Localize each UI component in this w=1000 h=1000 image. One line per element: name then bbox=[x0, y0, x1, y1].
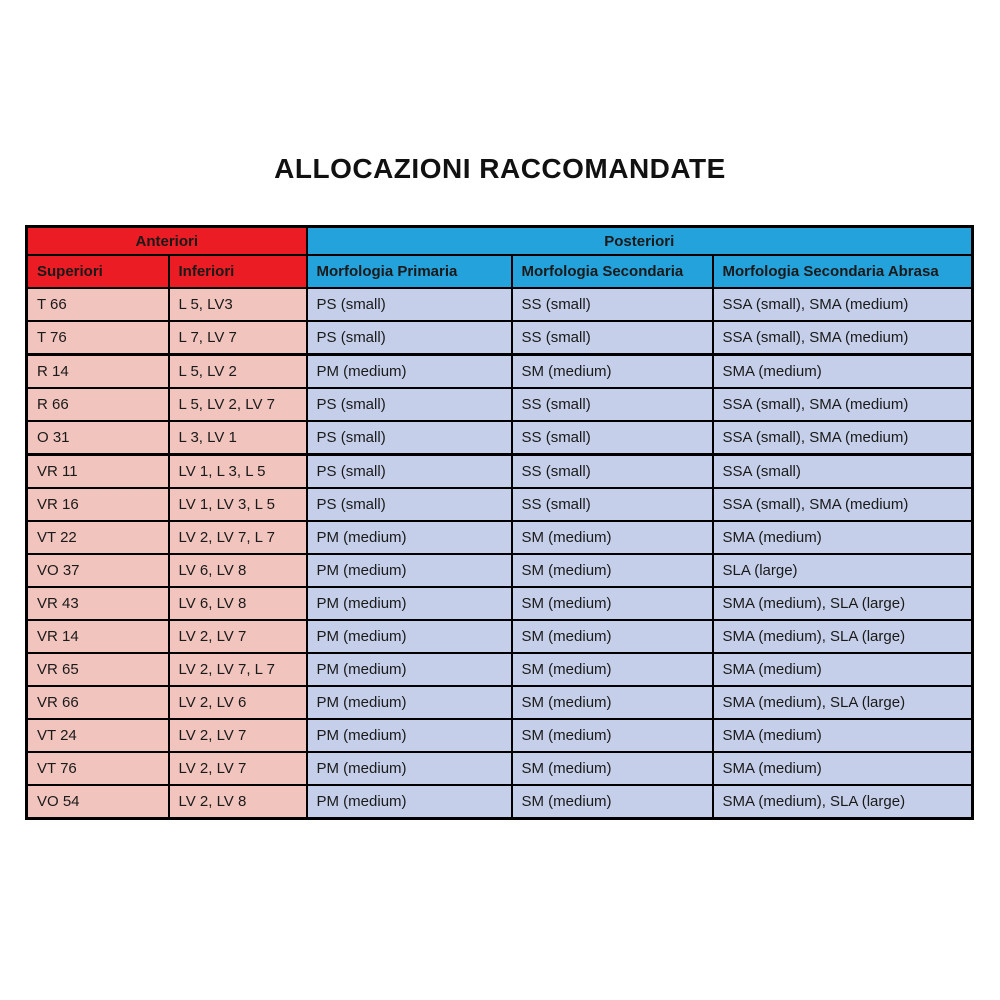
table-row bbox=[27, 785, 973, 819]
table-row bbox=[27, 752, 973, 785]
column-header-morfologia-primaria: Morfologia Primaria bbox=[307, 255, 512, 288]
cell-morfologia-secondaria: SS (small) bbox=[512, 388, 713, 421]
cell-morfologia-secondaria: SM (medium) bbox=[512, 752, 713, 785]
cell-morfologia-secondaria-abrasa: SMA (medium) bbox=[713, 653, 973, 686]
table-row bbox=[27, 554, 973, 587]
cell-morfologia-primaria: PM (medium) bbox=[307, 554, 512, 587]
cell-inferiori: LV 6, LV 8 bbox=[169, 554, 307, 587]
cell-morfologia-secondaria-abrasa: SSA (small) bbox=[713, 455, 973, 489]
cell-inferiori: LV 6, LV 8 bbox=[169, 587, 307, 620]
column-header-row bbox=[27, 255, 973, 288]
cell-morfologia-primaria: PS (small) bbox=[307, 288, 512, 321]
cell-morfologia-secondaria: SS (small) bbox=[512, 421, 713, 455]
cell-superiori: VR 43 bbox=[27, 587, 169, 620]
cell-morfologia-primaria: PM (medium) bbox=[307, 587, 512, 620]
cell-morfologia-secondaria-abrasa: SMA (medium) bbox=[713, 521, 973, 554]
cell-superiori: VR 65 bbox=[27, 653, 169, 686]
cell-superiori: VO 54 bbox=[27, 785, 169, 819]
cell-morfologia-primaria: PS (small) bbox=[307, 488, 512, 521]
cell-morfologia-secondaria-abrasa: SMA (medium) bbox=[713, 752, 973, 785]
column-header-inferiori: Inferiori bbox=[169, 255, 307, 288]
cell-morfologia-primaria: PM (medium) bbox=[307, 521, 512, 554]
cell-inferiori: L 3, LV 1 bbox=[169, 421, 307, 455]
group-header-posteriori: Posteriori bbox=[307, 227, 973, 256]
table-row bbox=[27, 388, 973, 421]
cell-morfologia-secondaria: SM (medium) bbox=[512, 554, 713, 587]
cell-morfologia-primaria: PS (small) bbox=[307, 321, 512, 355]
cell-morfologia-primaria: PS (small) bbox=[307, 421, 512, 455]
cell-superiori: VT 22 bbox=[27, 521, 169, 554]
cell-morfologia-secondaria: SM (medium) bbox=[512, 719, 713, 752]
cell-inferiori: L 5, LV 2 bbox=[169, 355, 307, 389]
cell-inferiori: LV 2, LV 7 bbox=[169, 752, 307, 785]
cell-morfologia-secondaria: SS (small) bbox=[512, 455, 713, 489]
cell-morfologia-secondaria-abrasa: SLA (large) bbox=[713, 554, 973, 587]
table-row bbox=[27, 455, 973, 489]
table-body bbox=[27, 288, 973, 819]
cell-superiori: R 14 bbox=[27, 355, 169, 389]
table-row bbox=[27, 653, 973, 686]
cell-morfologia-primaria: PM (medium) bbox=[307, 785, 512, 819]
cell-morfologia-secondaria-abrasa: SMA (medium), SLA (large) bbox=[713, 686, 973, 719]
cell-superiori: VR 66 bbox=[27, 686, 169, 719]
cell-morfologia-secondaria-abrasa: SSA (small), SMA (medium) bbox=[713, 288, 973, 321]
table-row bbox=[27, 686, 973, 719]
cell-morfologia-secondaria-abrasa: SMA (medium) bbox=[713, 355, 973, 389]
cell-inferiori: LV 2, LV 7, L 7 bbox=[169, 653, 307, 686]
column-header-superiori: Superiori bbox=[27, 255, 169, 288]
cell-inferiori: LV 1, LV 3, L 5 bbox=[169, 488, 307, 521]
cell-superiori: T 66 bbox=[27, 288, 169, 321]
cell-inferiori: LV 2, LV 8 bbox=[169, 785, 307, 819]
cell-morfologia-secondaria: SM (medium) bbox=[512, 521, 713, 554]
cell-morfologia-secondaria: SM (medium) bbox=[512, 686, 713, 719]
column-header-morfologia-secondaria-abrasa: Morfologia Secondaria Abrasa bbox=[713, 255, 973, 288]
table-row bbox=[27, 288, 973, 321]
cell-morfologia-secondaria-abrasa: SSA (small), SMA (medium) bbox=[713, 421, 973, 455]
allocation-table bbox=[25, 225, 974, 820]
cell-morfologia-secondaria: SM (medium) bbox=[512, 653, 713, 686]
cell-superiori: VR 14 bbox=[27, 620, 169, 653]
cell-superiori: VT 24 bbox=[27, 719, 169, 752]
group-header-row bbox=[27, 227, 973, 256]
cell-superiori: O 31 bbox=[27, 421, 169, 455]
cell-superiori: VT 76 bbox=[27, 752, 169, 785]
cell-inferiori: LV 2, LV 7, L 7 bbox=[169, 521, 307, 554]
table-row bbox=[27, 355, 973, 389]
group-header-anteriori: Anteriori bbox=[27, 227, 307, 256]
cell-morfologia-secondaria-abrasa: SMA (medium), SLA (large) bbox=[713, 785, 973, 819]
cell-superiori: T 76 bbox=[27, 321, 169, 355]
table-row bbox=[27, 620, 973, 653]
cell-superiori: R 66 bbox=[27, 388, 169, 421]
table-row bbox=[27, 488, 973, 521]
cell-inferiori: LV 2, LV 6 bbox=[169, 686, 307, 719]
cell-morfologia-secondaria: SS (small) bbox=[512, 288, 713, 321]
cell-inferiori: LV 1, L 3, L 5 bbox=[169, 455, 307, 489]
cell-morfologia-secondaria: SM (medium) bbox=[512, 587, 713, 620]
cell-morfologia-primaria: PM (medium) bbox=[307, 620, 512, 653]
cell-morfologia-secondaria: SS (small) bbox=[512, 488, 713, 521]
cell-morfologia-primaria: PM (medium) bbox=[307, 752, 512, 785]
cell-inferiori: L 5, LV3 bbox=[169, 288, 307, 321]
cell-morfologia-primaria: PS (small) bbox=[307, 388, 512, 421]
cell-morfologia-primaria: PS (small) bbox=[307, 455, 512, 489]
page-title: ALLOCAZIONI RACCOMANDATE bbox=[274, 153, 726, 184]
cell-morfologia-secondaria: SM (medium) bbox=[512, 785, 713, 819]
cell-morfologia-secondaria-abrasa: SMA (medium), SLA (large) bbox=[713, 587, 973, 620]
cell-morfologia-secondaria: SS (small) bbox=[512, 321, 713, 355]
cell-morfologia-secondaria-abrasa: SSA (small), SMA (medium) bbox=[713, 388, 973, 421]
cell-inferiori: LV 2, LV 7 bbox=[169, 620, 307, 653]
column-header-morfologia-secondaria: Morfologia Secondaria bbox=[512, 255, 713, 288]
table-row bbox=[27, 321, 973, 355]
cell-morfologia-secondaria: SM (medium) bbox=[512, 355, 713, 389]
cell-morfologia-primaria: PM (medium) bbox=[307, 653, 512, 686]
cell-superiori: VO 37 bbox=[27, 554, 169, 587]
table-row bbox=[27, 521, 973, 554]
cell-superiori: VR 11 bbox=[27, 455, 169, 489]
cell-morfologia-primaria: PM (medium) bbox=[307, 719, 512, 752]
cell-inferiori: L 7, LV 7 bbox=[169, 321, 307, 355]
cell-morfologia-primaria: PM (medium) bbox=[307, 355, 512, 389]
cell-morfologia-secondaria-abrasa: SMA (medium) bbox=[713, 719, 973, 752]
table-row bbox=[27, 587, 973, 620]
cell-morfologia-secondaria-abrasa: SMA (medium), SLA (large) bbox=[713, 620, 973, 653]
table-row bbox=[27, 719, 973, 752]
cell-morfologia-secondaria-abrasa: SSA (small), SMA (medium) bbox=[713, 488, 973, 521]
cell-inferiori: L 5, LV 2, LV 7 bbox=[169, 388, 307, 421]
cell-morfologia-secondaria: SM (medium) bbox=[512, 620, 713, 653]
cell-inferiori: LV 2, LV 7 bbox=[169, 719, 307, 752]
table-row bbox=[27, 421, 973, 455]
cell-morfologia-secondaria-abrasa: SSA (small), SMA (medium) bbox=[713, 321, 973, 355]
cell-morfologia-primaria: PM (medium) bbox=[307, 686, 512, 719]
cell-superiori: VR 16 bbox=[27, 488, 169, 521]
